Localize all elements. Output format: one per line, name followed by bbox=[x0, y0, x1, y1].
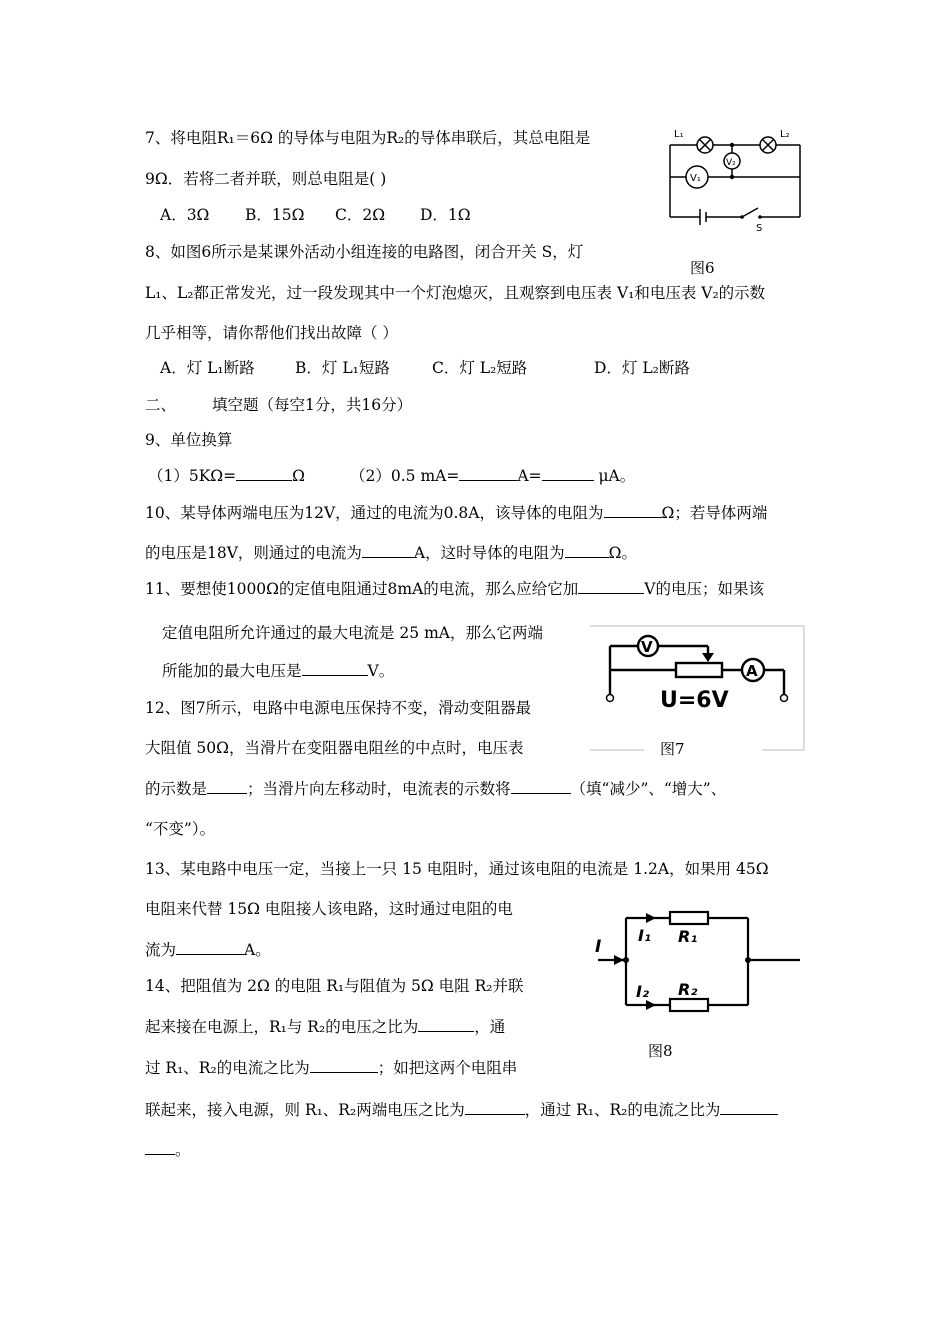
q13-blank-1[interactable] bbox=[176, 940, 244, 955]
q9-part2-mid: A= bbox=[517, 467, 542, 485]
q12-line1: 12、图7所示，电路中电源电压保持不变，滑动变阻器最 bbox=[145, 699, 532, 717]
q13-line3 bbox=[145, 940, 271, 960]
q8-line1: 8、如图6所示是某课外活动小组连接的电路图，闭合开关 S，灯 bbox=[145, 243, 584, 261]
q12-line3 bbox=[145, 779, 726, 799]
q12-line2: 大阻值 50Ω，当滑片在变阻器电阻丝的中点时，电压表 bbox=[145, 739, 524, 757]
q14-line1: 14、把阻值为 2Ω 的电阻 R₁与阻值为 5Ω 电阻 R₂并联 bbox=[145, 977, 524, 995]
fig6-label-v1: V₁ bbox=[690, 173, 701, 184]
q14-blank-3[interactable] bbox=[465, 1100, 525, 1115]
q12-line3-text-a: 的示数是 bbox=[145, 780, 208, 798]
q11-line3-text-a: 所能加的最大电压是 bbox=[162, 662, 302, 680]
q14-blank-4-cont[interactable] bbox=[145, 1140, 175, 1155]
q14-line4-text-b: ，通过 R₁、R₂的电流之比为 bbox=[524, 1101, 721, 1119]
q8-option-b: B．灯 L₁短路 bbox=[295, 359, 390, 377]
q10-line2-text-c: Ω。 bbox=[608, 544, 637, 562]
fig8-current-i: I bbox=[595, 937, 602, 957]
q8-line3: 几乎相等，请你帮他们找出故障（ ） bbox=[145, 324, 398, 342]
q14-line3-text-b: ；如把这两个电阻串 bbox=[377, 1059, 518, 1077]
q7-option-d: D．1Ω bbox=[420, 206, 471, 224]
q13-line3-text-a: 流为 bbox=[145, 941, 177, 959]
q14-line3-text-a: 过 R₁、R₂的电流之比为 bbox=[145, 1059, 310, 1077]
figure-7-circuit bbox=[588, 624, 806, 752]
q11-line3-text-b: V。 bbox=[367, 662, 395, 680]
q14-blank-1[interactable] bbox=[418, 1017, 474, 1032]
q14-line4-text-a: 联起来，接入电源，则 R₁、R₂两端电压之比为 bbox=[145, 1101, 465, 1119]
q11-line1-text-b: V的电压；如果该 bbox=[644, 580, 764, 598]
q12-line4: “不变”）。 bbox=[145, 820, 216, 838]
q11-blank-2[interactable] bbox=[302, 661, 368, 676]
figure-8-circuit bbox=[590, 905, 805, 1015]
section2-title: 填空题（每空1分，共16分） bbox=[212, 396, 413, 414]
q7-option-a: A．3Ω bbox=[160, 206, 210, 224]
q7-line2: 9Ω．若将二者并联，则总电阻是( ) bbox=[145, 170, 387, 188]
fig6-label-l1: L₁ bbox=[674, 129, 684, 140]
fig6-label-s: S bbox=[756, 223, 763, 234]
q10-line2-text-b: A，这时导体的电阻为 bbox=[413, 544, 565, 562]
q8-line2: L₁、L₂都正常发光，过一段发现其中一个灯泡熄灭，且观察到电压表 V₁和电压表 V₂的示数 bbox=[145, 284, 766, 302]
q10-blank-2[interactable] bbox=[362, 543, 414, 558]
q10-blank-3[interactable] bbox=[565, 543, 609, 558]
q14-line4 bbox=[145, 1100, 778, 1120]
q11-line1 bbox=[145, 579, 764, 599]
q14-line2-text-b: ，通 bbox=[474, 1018, 506, 1036]
q11-blank-1[interactable] bbox=[578, 579, 644, 594]
q11-line3 bbox=[162, 661, 394, 681]
fig6-label-l2: L₂ bbox=[780, 129, 790, 140]
q9-part2-post: μA。 bbox=[593, 467, 636, 485]
q9-part1-pre: （1）5KΩ= bbox=[148, 467, 237, 485]
q8-option-d: D．灯 L₂断路 bbox=[594, 359, 690, 377]
q12-line3-text-b: ；当滑片向左移动时，电流表的示数将 bbox=[247, 780, 511, 798]
q12-blank-2[interactable] bbox=[511, 779, 571, 794]
fig8-resistor-r2: R₂ bbox=[678, 980, 698, 999]
q9-blank-3[interactable] bbox=[542, 466, 594, 481]
q9-part1 bbox=[148, 466, 305, 486]
q14-line5 bbox=[145, 1140, 191, 1160]
fig7-ammeter-label: A bbox=[746, 662, 758, 680]
q9-blank-2[interactable] bbox=[459, 466, 517, 481]
q11-line2: 定值电阻所允许通过的最大电流是 25 mA，那么它两端 bbox=[162, 624, 543, 642]
q10-line2 bbox=[145, 543, 637, 563]
q7-option-c: C．2Ω bbox=[335, 206, 386, 224]
q12-line3-text-c: （填“减少”、“增大”、 bbox=[570, 780, 727, 798]
q11-line1-text-a: 11、要想使1000Ω的定值电阻通过8mA的电流，那么应给它加 bbox=[145, 580, 579, 598]
q7-option-b: B．15Ω bbox=[245, 206, 305, 224]
fig8-current-i1: I₁ bbox=[638, 926, 651, 945]
fig7-voltmeter-label: V bbox=[641, 638, 653, 656]
q10-line1-text-b: Ω；若导体两端 bbox=[661, 504, 768, 522]
fig8-resistor-r1: R₁ bbox=[678, 927, 698, 946]
q14-line2-text-a: 起来接在电源上，R₁与 R₂的电压之比为 bbox=[145, 1018, 419, 1036]
section2-number: 二、 bbox=[145, 396, 177, 414]
q10-line1-text-a: 10、某导体两端电压为12V，通过的电流为0.8A，该导体的电阻为 bbox=[145, 504, 604, 522]
q14-line2 bbox=[145, 1017, 505, 1037]
fig7-voltage-label: U=6V bbox=[660, 688, 729, 713]
q14-line5-text: 。 bbox=[175, 1141, 191, 1159]
q13-line1: 13、某电路中电压一定，当接上一只 15 电阻时，通过该电阻的电流是 1.2A，如果用 45Ω bbox=[145, 860, 769, 878]
q14-line3 bbox=[145, 1058, 517, 1078]
q13-line3-text-b: A。 bbox=[244, 941, 271, 959]
q14-blank-2[interactable] bbox=[310, 1058, 378, 1073]
fig7-caption: 图7 bbox=[660, 740, 685, 758]
q12-blank-1[interactable] bbox=[207, 779, 247, 794]
q10-blank-1[interactable] bbox=[604, 503, 662, 518]
fig6-label-v2: V₂ bbox=[726, 158, 736, 168]
q8-option-a: A．灯 L₁断路 bbox=[160, 359, 255, 377]
q10-line2-text-a: 的电压是18V，则通过的电流为 bbox=[145, 544, 362, 562]
q8-option-c: C．灯 L₂短路 bbox=[432, 359, 528, 377]
q9-part2-pre: （2）0.5 mA= bbox=[350, 467, 460, 485]
fig8-caption: 图8 bbox=[648, 1042, 673, 1060]
figure-6-circuit bbox=[662, 125, 807, 235]
q13-line2: 电阻来代替 15Ω 电阻接人该电路，这时通过电阻的电 bbox=[145, 900, 513, 918]
q7-line1: 7、将电阻R₁＝6Ω 的导体与电阻为R₂的导体串联后，其总电阻是 bbox=[145, 129, 591, 147]
q9-part1-post: Ω bbox=[292, 467, 306, 485]
q9-title: 9、单位换算 bbox=[145, 431, 233, 449]
q14-blank-4[interactable] bbox=[720, 1100, 778, 1115]
q9-part2 bbox=[350, 466, 635, 486]
fig6-caption: 图6 bbox=[690, 259, 715, 277]
q9-blank-1[interactable] bbox=[236, 466, 292, 481]
fig8-current-i2: I₂ bbox=[636, 982, 649, 1001]
q10-line1 bbox=[145, 503, 767, 523]
